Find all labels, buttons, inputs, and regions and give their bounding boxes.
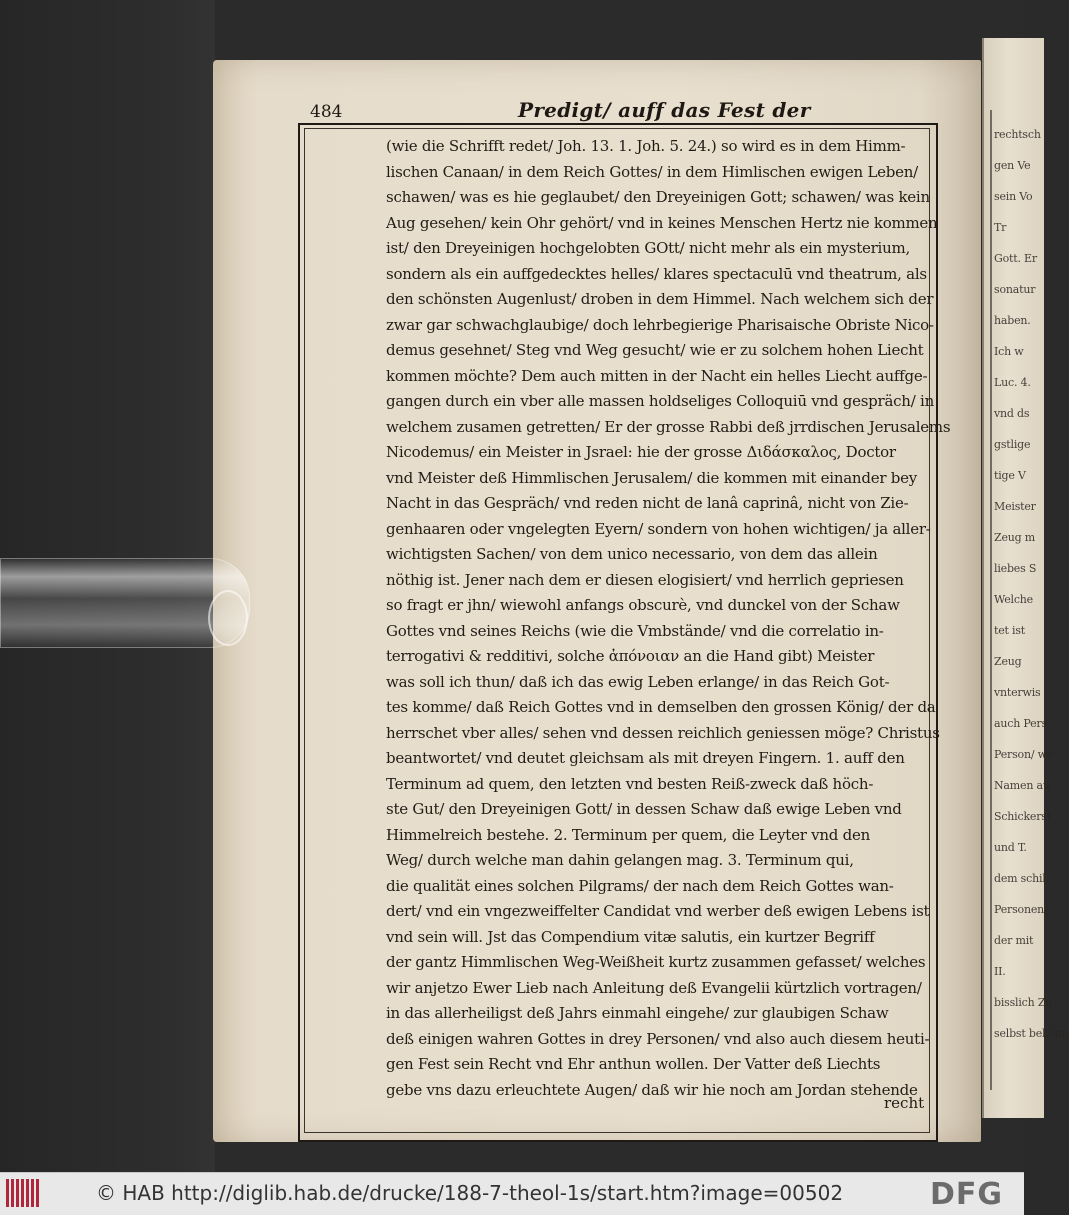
facing-page-text: Personen/	[994, 903, 1048, 916]
text-line: was soll ich thun/ daß ich das ewig Leben erlange/ in das Reich Got-	[386, 672, 890, 691]
text-line: (wie die Schrifft redet/ Joh. 13. 1. Joh. 5. 24.) so wird es in dem Himm-	[386, 137, 906, 155]
text-line: terrogativi & redditivi, solche ἀπόνοιαν an die Hand gibt) Meister	[386, 647, 875, 665]
catchword: recht	[884, 1094, 925, 1112]
text-line: zwar gar schwachglaubige/ doch lehrbegierige Pharisaische Obriste Nico-	[386, 315, 934, 334]
text-line: der gantz Himmlischen Weg-Weißheit kurtz zusammen gefasset/ welches	[386, 953, 926, 971]
facing-page-text: Tr	[994, 221, 1007, 234]
facing-page-text: Luc. 4.	[994, 376, 1031, 389]
body-text	[386, 134, 951, 1103]
text-line: Himmelreich bestehe. 2. Terminum per quem, die Leyter vnd den	[386, 825, 871, 844]
text-line: ist/ den Dreyeinigen hochgelobten GOtt/ nicht mehr als ein mysterium,	[386, 239, 910, 257]
facing-page-text: liebes S	[994, 562, 1037, 575]
text-line: gangen durch ein vber alle massen holdseliges Colloquiū vnd gespräch/ in	[386, 392, 934, 410]
text-line: wichtigsten Sachen/ von dem unico necessario, von dem das allein	[386, 545, 878, 563]
hab-logo-icon[interactable]	[6, 1179, 50, 1209]
facing-page-text: sein Vo	[994, 190, 1033, 203]
page-number: 484	[310, 102, 343, 122]
text-line: Terminum ad quem, den letzten vnd besten Reiß-zweck daß höch-	[386, 774, 874, 793]
facing-page-text: Schickerst	[994, 810, 1051, 823]
copyright-link[interactable]: © HAB http://diglib.hab.de/drucke/188-7-theol-1s/start.htm?image=00502	[96, 1181, 844, 1205]
text-line: deß einigen wahren Gottes in drey Personen/ vnd also auch diesem heuti-	[386, 1029, 930, 1048]
facing-page-text: vnd ds	[994, 407, 1030, 420]
facing-page-text: tet ist	[994, 624, 1026, 637]
text-line: demus gesehnet/ Steg vnd Weg gesucht/ wie er zu solchem hohen Liecht	[386, 341, 924, 359]
facing-page-text: Welche	[994, 593, 1033, 606]
facing-page-text: Ich w	[994, 345, 1024, 358]
text-line: gebe vns dazu erleuchtete Augen/ daß wir hie noch am Jordan stehende	[386, 1080, 918, 1099]
facing-page-text: haben.	[994, 314, 1031, 327]
text-line: Gottes vnd seines Reichs (wie die Vmbstände/ vnd die correlatio in-	[386, 621, 884, 640]
dfg-logo[interactable]: DFG	[930, 1177, 1004, 1212]
text-line: lischen Canaan/ in dem Reich Gottes/ in dem Himlischen ewigen Leben/	[386, 162, 918, 181]
facing-page-text: Zeug	[994, 655, 1022, 668]
facing-page-text: bisslich Zu	[994, 996, 1053, 1009]
facing-page-text: selbst bekenn	[994, 1027, 1069, 1040]
text-line: schawen/ was es hie geglaubet/ den Dreyeinigen Gott; schawen/ was kein	[386, 188, 930, 206]
text-line: tes komme/ daß Reich Gottes vnd in demselben den grossen König/ der da	[386, 698, 936, 716]
text-line: den schönsten Augenlust/ droben in dem Himmel. Nach welchem sich der	[386, 290, 934, 308]
text-line: genhaaren oder vngelegten Eyern/ sondern von hohen wichtigen/ ja aller-	[386, 519, 931, 538]
text-line: dert/ vnd ein vngezweiffelter Candidat vnd werber deß ewigen Lebens ist	[386, 902, 930, 920]
facing-page-text: tige V	[994, 469, 1026, 482]
facing-page-text: gen Ve	[994, 159, 1031, 172]
text-line: welchem zusamen getretten/ Er der grosse Rabbi deß jrrdischen Jerusalems	[386, 417, 951, 436]
facing-page-text: Meister	[994, 500, 1036, 513]
facing-page-text: gstlige	[994, 438, 1031, 451]
text-line: in das allerheiligst deß Jahrs einmahl eingehe/ zur glaubigen Schaw	[386, 1004, 889, 1022]
facing-page-text: rechtsch	[994, 128, 1041, 141]
glass-weight-tip	[208, 590, 248, 646]
text-line: wir anjetzo Ewer Lieb nach Anleitung deß Evangelii kürtzlich vortragen/	[386, 978, 922, 997]
facing-page-text: sonatur	[994, 283, 1036, 296]
text-line: beantwortet/ vnd deutet gleichsam als mit dreyen Fingern. 1. auff den	[386, 749, 905, 767]
text-line: so fragt er jhn/ wiewohl anfangs obscurè, vnd dunckel von der Schaw	[386, 596, 900, 614]
facing-page-text: II.	[994, 965, 1006, 978]
facing-page-text: und T.	[994, 841, 1027, 854]
text-line: Nicodemus/ ein Meister in Jsrael: hie der grosse Διδάσκαλος, Doctor	[386, 443, 896, 461]
facing-page-text: Zeug m	[994, 531, 1036, 544]
facing-page-text: auch Pers	[994, 717, 1047, 730]
facing-page-text: Gott. Er	[994, 252, 1037, 265]
header-title: Predigt/ auff das Fest der	[518, 98, 811, 122]
text-line: vnd Meister deß Himmlischen Jerusalem/ die kommen mit einander bey	[386, 468, 917, 487]
text-line: Nacht in das Gespräch/ vnd reden nicht de lanâ caprinâ, nicht von Zie-	[386, 494, 909, 512]
facing-page-text: Person/ we	[994, 748, 1054, 761]
text-line: gen Fest sein Recht vnd Ehr anthun wollen. Der Vatter deß Liechts	[386, 1055, 881, 1073]
running-head	[300, 98, 936, 124]
text-line: sondern als ein auffgedecktes helles/ klares spectaculū vnd theatrum, als	[386, 264, 927, 283]
text-line: vnd sein will. Jst das Compendium vitæ salutis, ein kurtzer Begriff	[386, 927, 875, 946]
text-line: Aug gesehen/ kein Ohr gehört/ vnd in keines Menschen Hertz nie kommen	[386, 213, 938, 232]
text-line: ste Gut/ den Dreyeinigen Gott/ in dessen Schaw daß ewige Leben vnd	[386, 800, 902, 818]
text-line: Weg/ durch welche man dahin gelangen mag. 3. Terminum qui,	[386, 851, 854, 869]
facing-page-text: dem schil	[994, 872, 1046, 885]
facing-page-text: vnterwis	[994, 686, 1041, 699]
text-line: kommen möchte? Dem auch mitten in der Nacht ein helles Liecht auffge-	[386, 366, 928, 385]
text-line: die qualität eines solchen Pilgrams/ der nach dem Reich Gottes wan-	[386, 876, 894, 895]
text-line: nöthig ist. Jener nach dem er diesen elogisiert/ vnd herrlich gepriesen	[386, 570, 904, 589]
facing-page-text: der mit	[994, 934, 1034, 947]
viewer-footer	[0, 1172, 1024, 1215]
text-line: herrschet vber alles/ sehen vnd dessen reichlich geniessen möge? Christus	[386, 723, 940, 742]
facing-page-text: Namen au	[994, 779, 1050, 792]
